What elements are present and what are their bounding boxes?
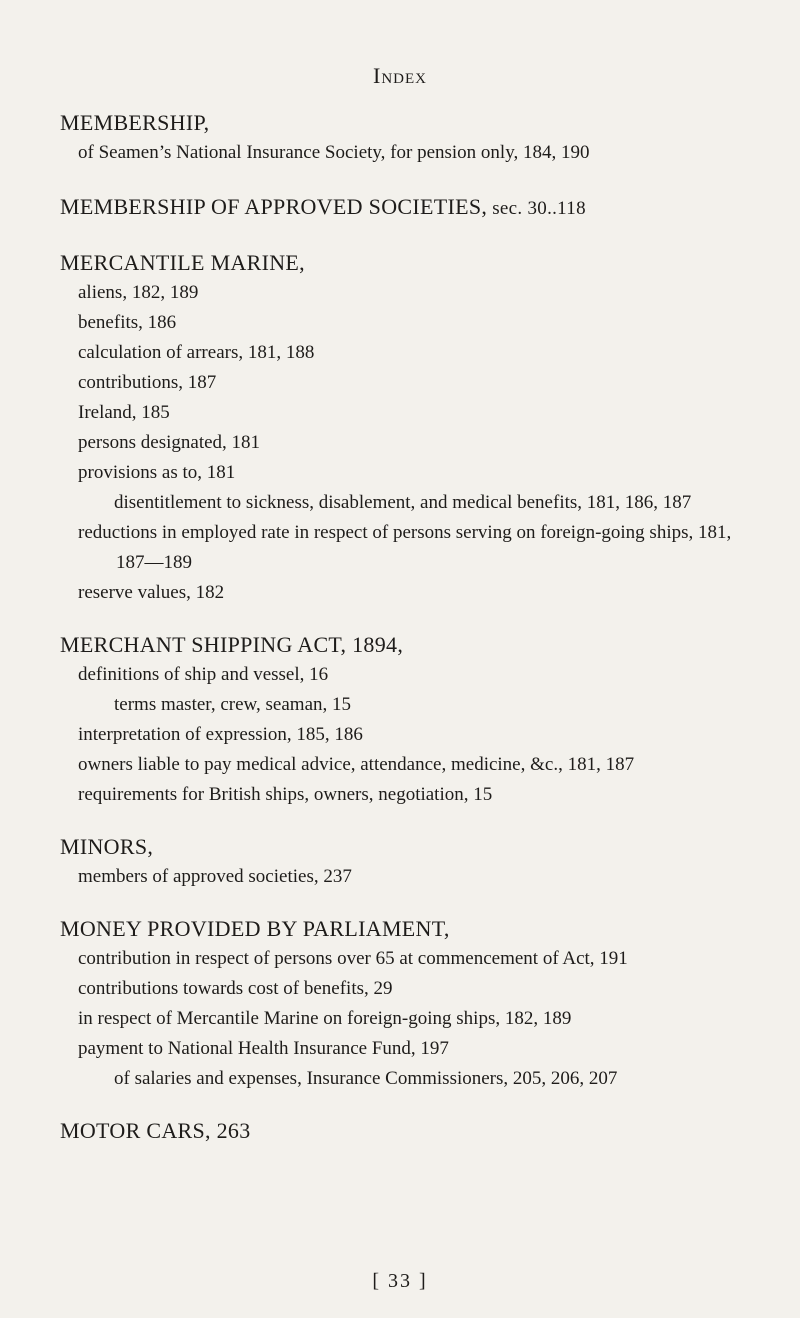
entry-heading: MINORS,: [60, 834, 154, 859]
entry-subitem: definitions of ship and vessel, 16: [78, 664, 329, 685]
page-number: [ 33 ]: [372, 1270, 428, 1292]
index-entry-membership-approved-societies: [60, 192, 760, 224]
entry-subitem: contributions towards cost of benefits, 29: [78, 978, 393, 999]
entry-heading: MEMBERSHIP,: [60, 110, 210, 135]
index-entry-membership: [60, 108, 760, 168]
entry-heading: MERCANTILE MARINE,: [60, 250, 305, 275]
entry-subitem: disentitlement to sickness, disablement, and medical benefits, 181, 186, 187: [114, 492, 692, 513]
index-entry-money-provided-by-parliament: [60, 914, 760, 1094]
entry-subitem: of Seamen’s National Insurance Society, for pension only, 184, 190: [78, 142, 590, 163]
entry-heading: MONEY PROVIDED BY PARLIAMENT,: [60, 916, 450, 941]
entry-subitem: calculation of arrears, 181, 188: [78, 342, 315, 363]
entry-subitem: aliens, 182, 189: [78, 282, 199, 303]
entry-subitem: persons designated, 181: [78, 432, 261, 453]
entry-subitem: in respect of Mercantile Marine on foreign-going ships, 182, 189: [78, 1008, 572, 1029]
entry-heading: MOTOR CARS, 263: [60, 1118, 251, 1143]
entry-subitem: of salaries and expenses, Insurance Commissioners, 205, 206, 207: [114, 1068, 618, 1089]
index-entries: [60, 108, 760, 1146]
page-title: Index: [373, 63, 427, 88]
index-entry-minors: [60, 832, 760, 892]
entry-heading: [60, 192, 760, 224]
entry-subitem: payment to National Health Insurance Fund, 197: [78, 1038, 449, 1059]
index-entry-motor-cars: [60, 1116, 760, 1146]
entry-subitem: provisions as to, 181: [78, 462, 236, 483]
entry-subitem: reductions in employed rate in respect of persons serving on foreign-going ships, 181, 187—189: [78, 522, 732, 573]
entry-heading: MERCHANT SHIPPING ACT, 1894,: [60, 632, 404, 657]
entry-subitem: members of approved societies, 237: [78, 866, 352, 887]
entry-subitem: requirements for British ships, owners, negotiation, 15: [78, 784, 493, 805]
entry-subitem: benefits, 186: [78, 312, 177, 333]
entry-subitem: terms master, crew, seaman, 15: [114, 694, 351, 715]
entry-subitem: contributions, 187: [78, 372, 217, 393]
entry-subitem: owners liable to pay medical advice, attendance, medicine, &c., 181, 187: [78, 754, 635, 775]
index-entry-mercantile-marine: [60, 248, 760, 608]
entry-subitem: interpretation of expression, 185, 186: [78, 724, 363, 745]
entry-subitem: Ireland, 185: [78, 402, 170, 423]
entry-heading-text: MEMBERSHIP OF APPROVED SOCIETIES,: [60, 194, 488, 219]
entry-heading-reference: sec. 30..118: [487, 198, 586, 219]
entry-subitem: contribution in respect of persons over 65 at commencement of Act, 191: [78, 948, 628, 969]
index-entry-merchant-shipping-act: [60, 630, 760, 810]
entry-subitem: reserve values, 182: [78, 582, 225, 603]
